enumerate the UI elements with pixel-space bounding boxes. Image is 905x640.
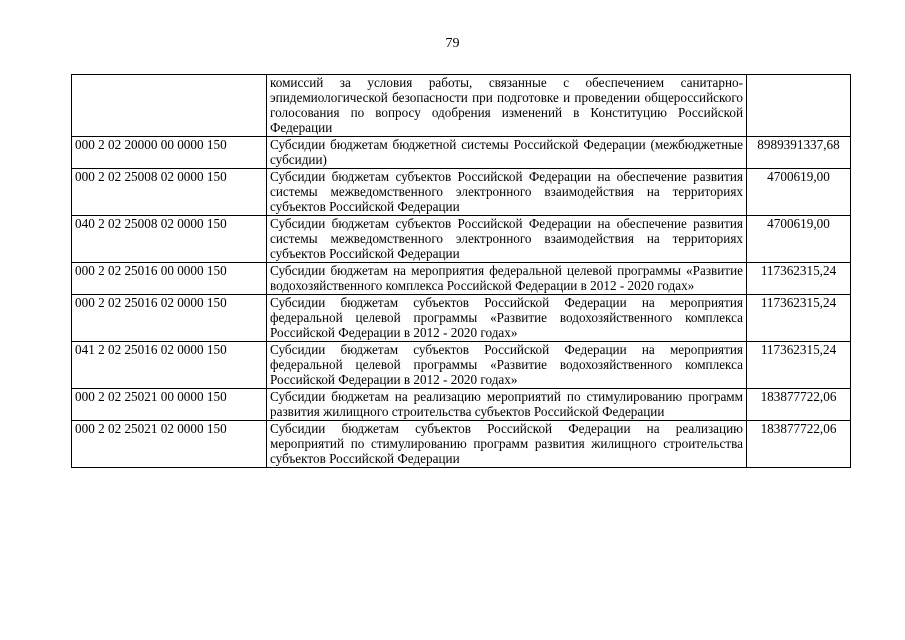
table-row	[72, 389, 851, 421]
description-cell: Субсидии бюджетам на мероприятия федеральной целевой программы «Развитие водохозяйственного комплекса Российской Федерации в 2012 - 2020 годах»	[267, 263, 747, 295]
amount-cell: 117362315,24	[747, 295, 851, 342]
table-row	[72, 137, 851, 169]
budget-code-cell: 000 2 02 25008 02 0000 150	[72, 169, 267, 216]
amount-cell: 183877722,06	[747, 389, 851, 421]
table-row	[72, 75, 851, 137]
budget-code-cell: 000 2 02 25021 02 0000 150	[72, 421, 267, 468]
budget-code-cell: 041 2 02 25016 02 0000 150	[72, 342, 267, 389]
amount-cell: 117362315,24	[747, 263, 851, 295]
budget-table	[71, 74, 851, 468]
table-row	[72, 169, 851, 216]
budget-code-cell	[72, 75, 267, 137]
budget-code-cell: 000 2 02 20000 00 0000 150	[72, 137, 267, 169]
amount-cell: 4700619,00	[747, 169, 851, 216]
amount-cell: 183877722,06	[747, 421, 851, 468]
amount-cell: 117362315,24	[747, 342, 851, 389]
description-cell: Субсидии бюджетам бюджетной системы Российской Федерации (межбюджетные субсидии)	[267, 137, 747, 169]
budget-table-body	[72, 75, 851, 468]
amount-cell: 8989391337,68	[747, 137, 851, 169]
table-row	[72, 216, 851, 263]
table-row	[72, 342, 851, 389]
table-row	[72, 421, 851, 468]
description-cell: Субсидии бюджетам субъектов Российской Федерации на мероприятия федеральной целевой программы «Развитие водохозяйственного комплекса Российской Федерации в 2012 - 2020 годах»	[267, 342, 747, 389]
budget-code-cell: 000 2 02 25016 00 0000 150	[72, 263, 267, 295]
description-cell: Субсидии бюджетам субъектов Российской Федерации на обеспечение развития системы межведомственного электронного взаимодействия на территориях субъектов Российской Федерации	[267, 216, 747, 263]
budget-code-cell: 000 2 02 25016 02 0000 150	[72, 295, 267, 342]
description-cell: Субсидии бюджетам субъектов Российской Федерации на мероприятия федеральной целевой программы «Развитие водохозяйственного комплекса Российской Федерации в 2012 - 2020 годах»	[267, 295, 747, 342]
description-cell: комиссий за условия работы, связанные с обеспечением санитарно-эпидемиологической безопасности при подготовке и проведении общероссийского голосования по вопросу одобрения изменений в Конституцию Российской Федерации	[267, 75, 747, 137]
budget-code-cell: 000 2 02 25021 00 0000 150	[72, 389, 267, 421]
description-cell: Субсидии бюджетам на реализацию мероприятий по стимулированию программ развития жилищного строительства субъектов Российской Федерации	[267, 389, 747, 421]
description-cell: Субсидии бюджетам субъектов Российской Федерации на реализацию мероприятий по стимулированию программ развития жилищного строительства субъектов Российской Федерации	[267, 421, 747, 468]
table-row	[72, 263, 851, 295]
amount-cell	[747, 75, 851, 137]
description-cell: Субсидии бюджетам субъектов Российской Федерации на обеспечение развития системы межведомственного электронного взаимодействия на территориях субъектов Российской Федерации	[267, 169, 747, 216]
budget-code-cell: 040 2 02 25008 02 0000 150	[72, 216, 267, 263]
table-row	[72, 295, 851, 342]
page-number: 79	[445, 36, 460, 51]
amount-cell: 4700619,00	[747, 216, 851, 263]
